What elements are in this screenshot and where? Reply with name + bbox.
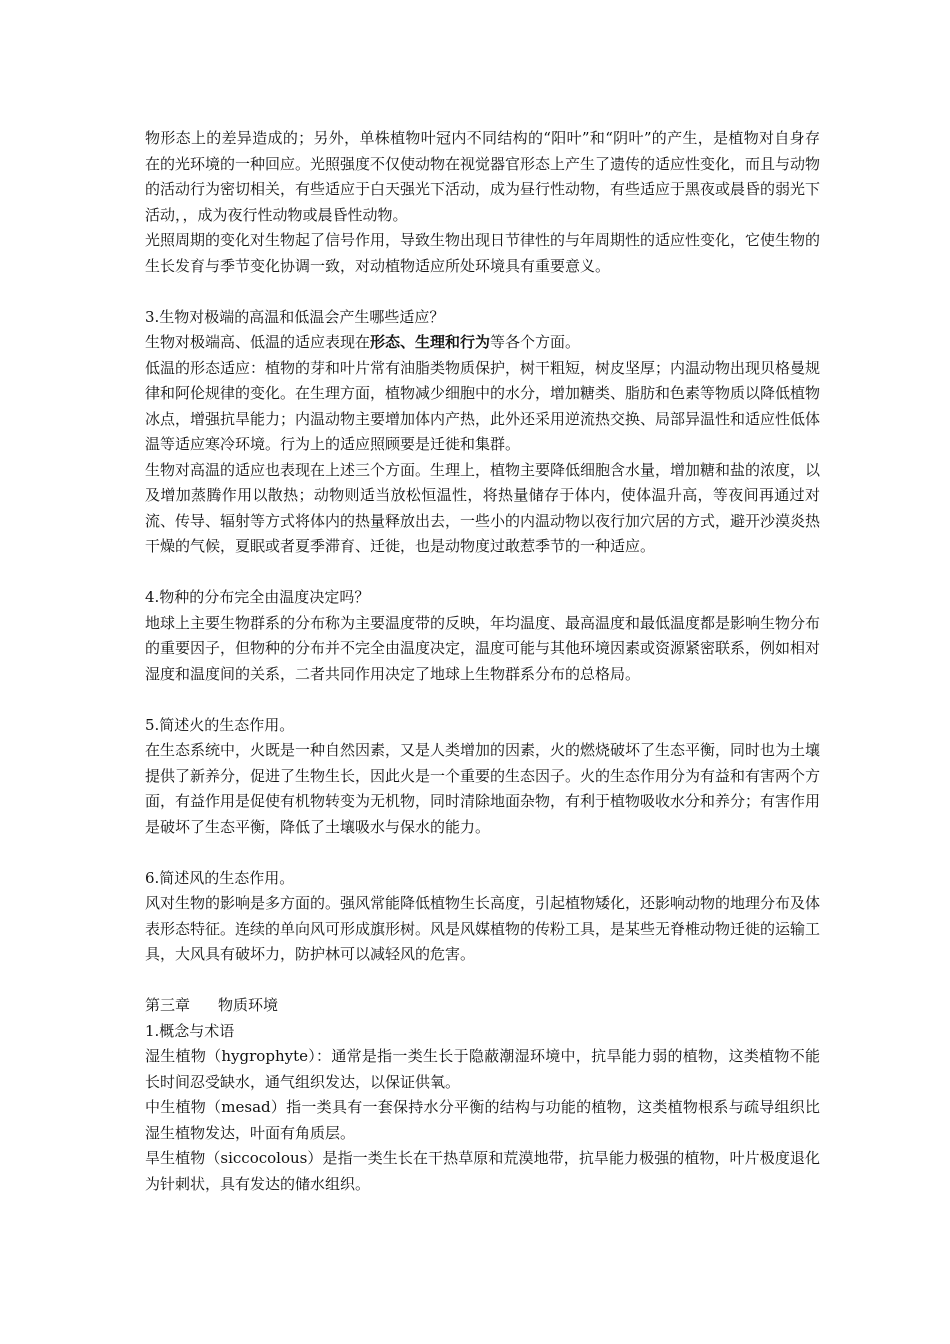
paragraph-gap xyxy=(145,560,820,586)
chapter-heading xyxy=(145,993,820,1019)
definition-hygrophyte: 湿生植物（hygrophyte）：通常是指一类生长于隐蔽潮湿环境中，抗旱能力弱的植物，这类植物不能长时间忍受缺水，通气组织发达，以保证供氧。 xyxy=(145,1047,820,1091)
question-4-answer: 地球上主要生物群系的分布称为主要温度带的反映，年均温度、最高温度和最低温度都是影响生物分布的重要因子，但物种的分布并不完全由温度决定，温度可能与其他环境因素或资源紧密联系，例如相对湿度和温度间的关系，二者共同作用决定了地球上生物群系分布的总格局。 xyxy=(145,613,821,683)
paragraph-gap xyxy=(145,279,820,305)
question-5-heading: 5.简述火的生态作用。 xyxy=(145,715,295,734)
chapter-title: 物质环境 xyxy=(218,996,279,1014)
question-5-answer: 在生态系统中，火既是一种自然因素，又是人类增加的因素，火的燃烧破坏了生态平衡，同时也为土壤提供了新养分，促进了生物生长，因此火是一个重要的生态因子。火的生态作用分为有益和有害两个方面，有益作用是促使有机物转变为无机物，同时清除地面杂物，有利于植物吸收水分和养分；有害作用是破坏了生态平衡，降低了土壤吸水与保水的能力。 xyxy=(145,741,821,836)
document-body xyxy=(145,126,820,1197)
paragraph-light-intensity: 物形态上的差异造成的；另外，单株植物叶冠内不同结构的“阳叶”和“阴叶”的产生，是植物对自身存在的光环境的一种回应。光照强度不仅使动物在视觉器官形态上产生了遗传的适应性变化，而且与动物的活动行为密切相关，有些适应于白天强光下活动，成为昼行性动物，有些适应于黑夜或晨昏的弱光下活动，，成为夜行性动物或晨昏性动物。 xyxy=(145,129,821,224)
paragraph-heat-adaptation: 生物对高温的适应也表现在上述三个方面。生理上，植物主要降低细胞含水量，增加糖和盐的浓度，以及增加蒸腾作用以散热；动物则适当放松恒温性，将热量储存于体内，使体温升高，等夜间再通过对流、传导、辐射等方式将体内的热量释放出去，一些小的内温动物以夜行加穴居的方式，避开沙漠炎热干燥的气候，夏眠或者夏季滞育、迁徙，也是动物度过敢惹季节的一种适应。 xyxy=(145,460,821,555)
paragraph-gap xyxy=(145,968,820,994)
paragraph-gap xyxy=(145,840,820,866)
paragraph-cold-adaptation: 低温的形态适应：植物的芽和叶片常有油脂类物质保护，树干粗短，树皮坚厚；内温动物出现贝格曼规律和阿伦规律的变化。在生理方面，植物减少细胞中的水分，增加糖类、脂肪和色素等物质以降低植物冰点，增强抗旱能力；内温动物主要增加体内产热，此外还采用逆流热交换、局部异温性和适应性低体温等适应寒冷环境。行为上的适应照顾要是迁徙和集群。 xyxy=(145,358,821,453)
intro-text-before: 生物对极端高、低温的适应表现在 xyxy=(145,333,371,351)
chapter-label: 第三章 xyxy=(145,996,191,1014)
paragraph-gap xyxy=(145,687,820,713)
question-6-answer: 风对生物的影响是多方面的。强风常能降低植物生长高度，引起植物矮化，还影响动物的地理分布及体表形态特征。连续的单向风可形成旗形树。风是风媒植物的传粉工具，是某些无脊椎动物迁徙的运输工具，大风具有破坏力，防护林可以减轻风的危害。 xyxy=(145,894,821,963)
question-3-intro xyxy=(145,330,820,356)
intro-text-after: 等各个方面。 xyxy=(490,333,581,351)
question-3-heading: 3.生物对极端的高温和低温会产生哪些适应？ xyxy=(145,307,445,326)
definition-siccocolous: 旱生植物（siccocolous）是指一类生长在干热草原和荒漠地带，抗旱能力极强的植物，叶片极度退化为针刺状，具有发达的储水组织。 xyxy=(145,1149,820,1193)
question-6-heading: 6.简述风的生态作用。 xyxy=(145,868,295,887)
definition-mesad: 中生植物（mesad）指一类具有一套保持水分平衡的结构与功能的植物，这类植物根系与疏导组织比湿生植物发达，叶面有角质层。 xyxy=(145,1098,820,1142)
section-heading: 1.概念与术语 xyxy=(145,1021,235,1040)
question-4-heading: 4.物种的分布完全由温度决定吗？ xyxy=(145,588,370,606)
paragraph-photoperiod: 光照周期的变化对生物起了信号作用，导致生物出现日节律性的与年周期性的适应性变化，它使生物的生长发育与季节变化协调一致，对动植物适应所处环境具有重要意义。 xyxy=(145,231,821,275)
intro-text-bold: 形态、生理和行为 xyxy=(370,333,491,351)
